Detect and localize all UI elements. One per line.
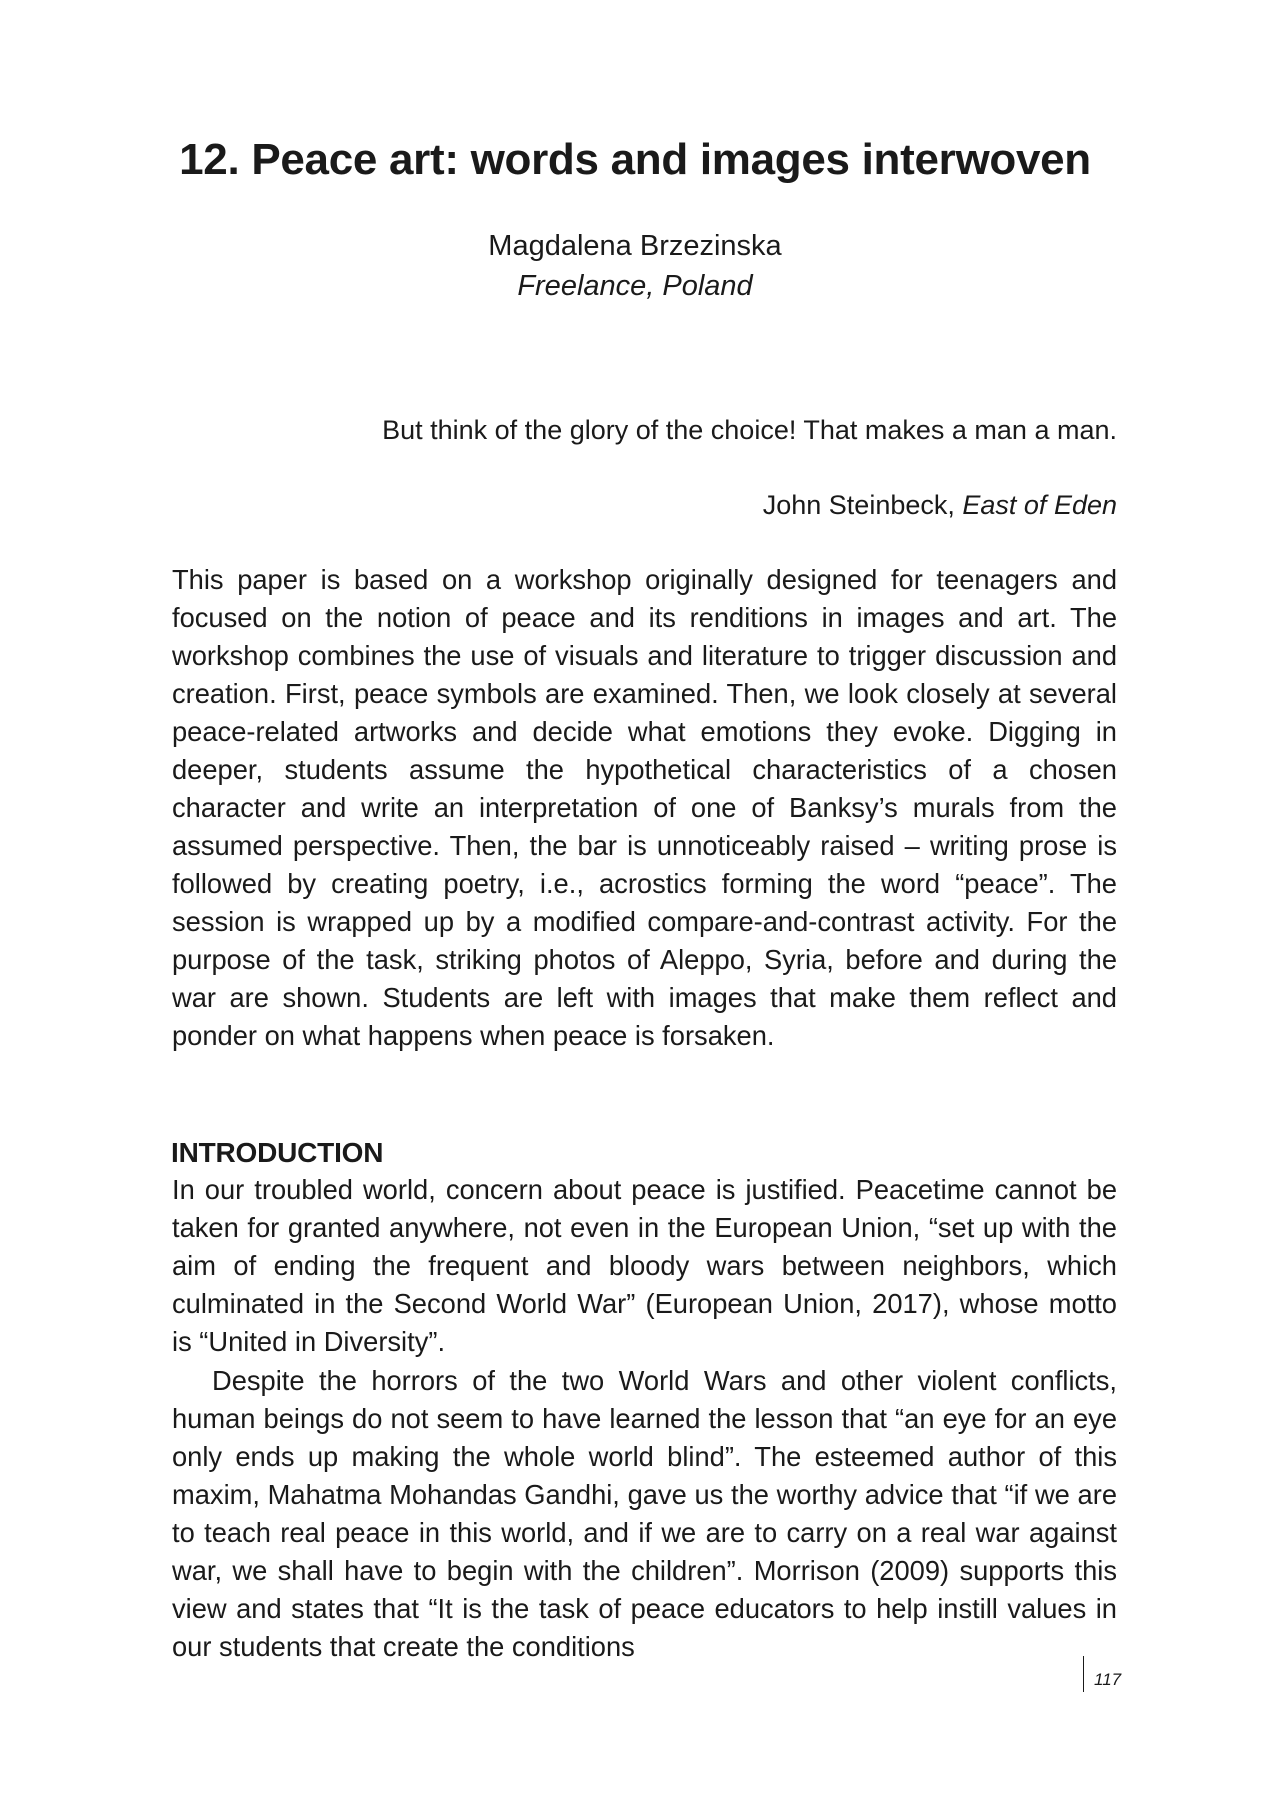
epigraph-quote: But think of the glory of the choice! That makes a man a man. [382, 415, 1117, 445]
page-number: 117 [1083, 1656, 1121, 1692]
author-affiliation: Freelance, Poland [517, 270, 753, 302]
section-heading-introduction: INTRODUCTION [171, 1137, 384, 1168]
abstract-paragraph: This paper is based on a workshop originally designed for teenagers and focused on the notion of peace and its renditions in images and art. The workshop combines the use of visuals and literature to trigger discussion and creation. First, peace symbols are examined. Then, we look closely at several peace-related artworks and decide what emotions they evoke. Digging in deeper, students assume the hypothetical characteristics of a chosen character and write an interpretation of one of Banksy’s murals from the assumed perspective. Then, the bar is unnoticeably raised – writing prose is followed by creating poetry, i.e., acrostics forming the word “peace”. The session is wrapped up by a modified compare-and-contrast activity. For the purpose of the task, striking photos of Aleppo, Syria, before and during the war are shown. Students are left with images that make them reflect and ponder on what happens when peace is forsaken. [172, 564, 1117, 1051]
epigraph-attribution [150, 485, 1117, 525]
introduction-paragraph-2: Despite the horrors of the two World Wars and other violent conflicts, human beings do not seem to have learned the lesson that “an eye for an eye only ends up making the whole world blind”. The esteemed author of this maxim, Mahatma Mohandas Gandhi, gave us the worthy advice that “if we are to teach real peace in this world, and if we are to carry on a real war against war, we shall have to begin with the children”. Morrison (2009) supports this view and states that “It is the task of peace educators to help instill values in our students that create the conditions [172, 1365, 1117, 1662]
author-name: Magdalena Brzezinska [488, 230, 782, 262]
introduction-paragraph-1: In our troubled world, concern about peace is justified. Peacetime cannot be taken for granted anywhere, not even in the European Union, “set up with the aim of ending the frequent and bloody wars between neighbors, which culminated in the Second World War” (European Union, 2017), whose motto is “United in Diversity”. [172, 1174, 1117, 1357]
epigraph-book-title: East of Eden [962, 490, 1117, 520]
chapter-title: 12. Peace art: words and images interwoven [179, 135, 1091, 184]
epigraph-author: John Steinbeck, [762, 490, 963, 520]
